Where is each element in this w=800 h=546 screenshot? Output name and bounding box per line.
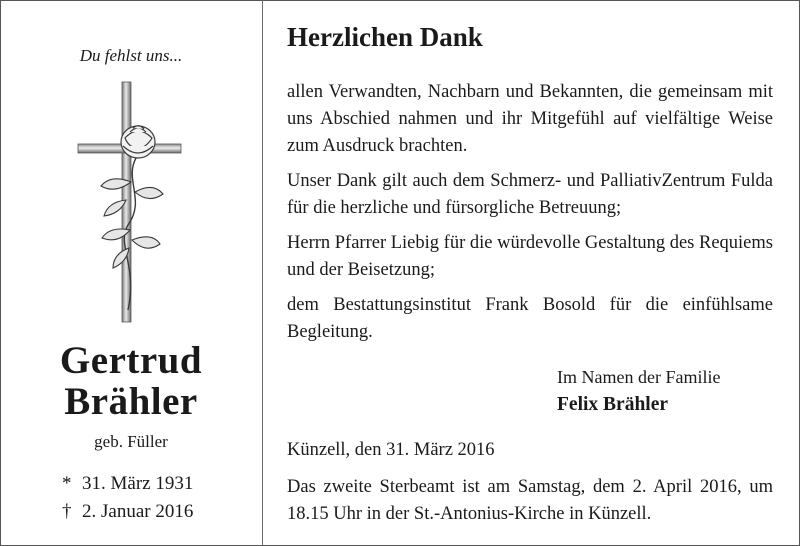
thanks-paragraph: Herrn Pfarrer Liebig für die würdevolle Gestaltung des Requiems und der Beisetzung; [287,233,773,280]
birth-star-icon: * [62,473,72,494]
birth-date: 31. März 1931 [82,473,194,494]
tagline: Du fehlst uns... [79,46,183,65]
memorial-panel [0,0,262,546]
death-date-line [62,498,193,526]
service-note: Das zweite Sterbeamt ist am Samstag, dem 2. April 2016, um 18.15 Uhr in der St.-Antonius-Kirche in Künzell. [287,477,773,524]
thanks-title: Herzlichen Dank [287,22,483,52]
deceased-last-name: Brähler [64,380,198,423]
signoff-line: Im Namen der Familie [557,367,721,387]
thanks-paragraph: dem Bestattungsinstitut Frank Bosold für die einfühlsame Begleitung. [287,295,773,342]
death-date: 2. Januar 2016 [82,501,194,522]
signoff [557,364,720,418]
place-date: Künzell, den 31. März 2016 [287,440,495,460]
death-dagger-icon: † [62,501,72,522]
birth-name: geb. Füller [94,432,168,451]
life-dates [62,470,193,526]
thanks-paragraph: Unser Dank gilt auch dem Schmerz- und PalliativZentrum Fulda für die herzliche und fürsorgliche Betreuung; [287,171,773,218]
panel-divider [262,0,263,546]
birth-date-line [62,470,193,498]
signer-name: Felix Brähler [557,394,669,415]
cross-rose-icon [76,80,186,330]
deceased-first-name: Gertrud [59,339,203,382]
thanks-body [287,79,773,354]
thanks-paragraph: allen Verwandten, Nachbarn und Bekannten, die gemeinsam mit uns Abschied nahmen und ihr Mitgefühl auf vielfältige Weise zum Ausdruck brachten. [287,82,773,156]
